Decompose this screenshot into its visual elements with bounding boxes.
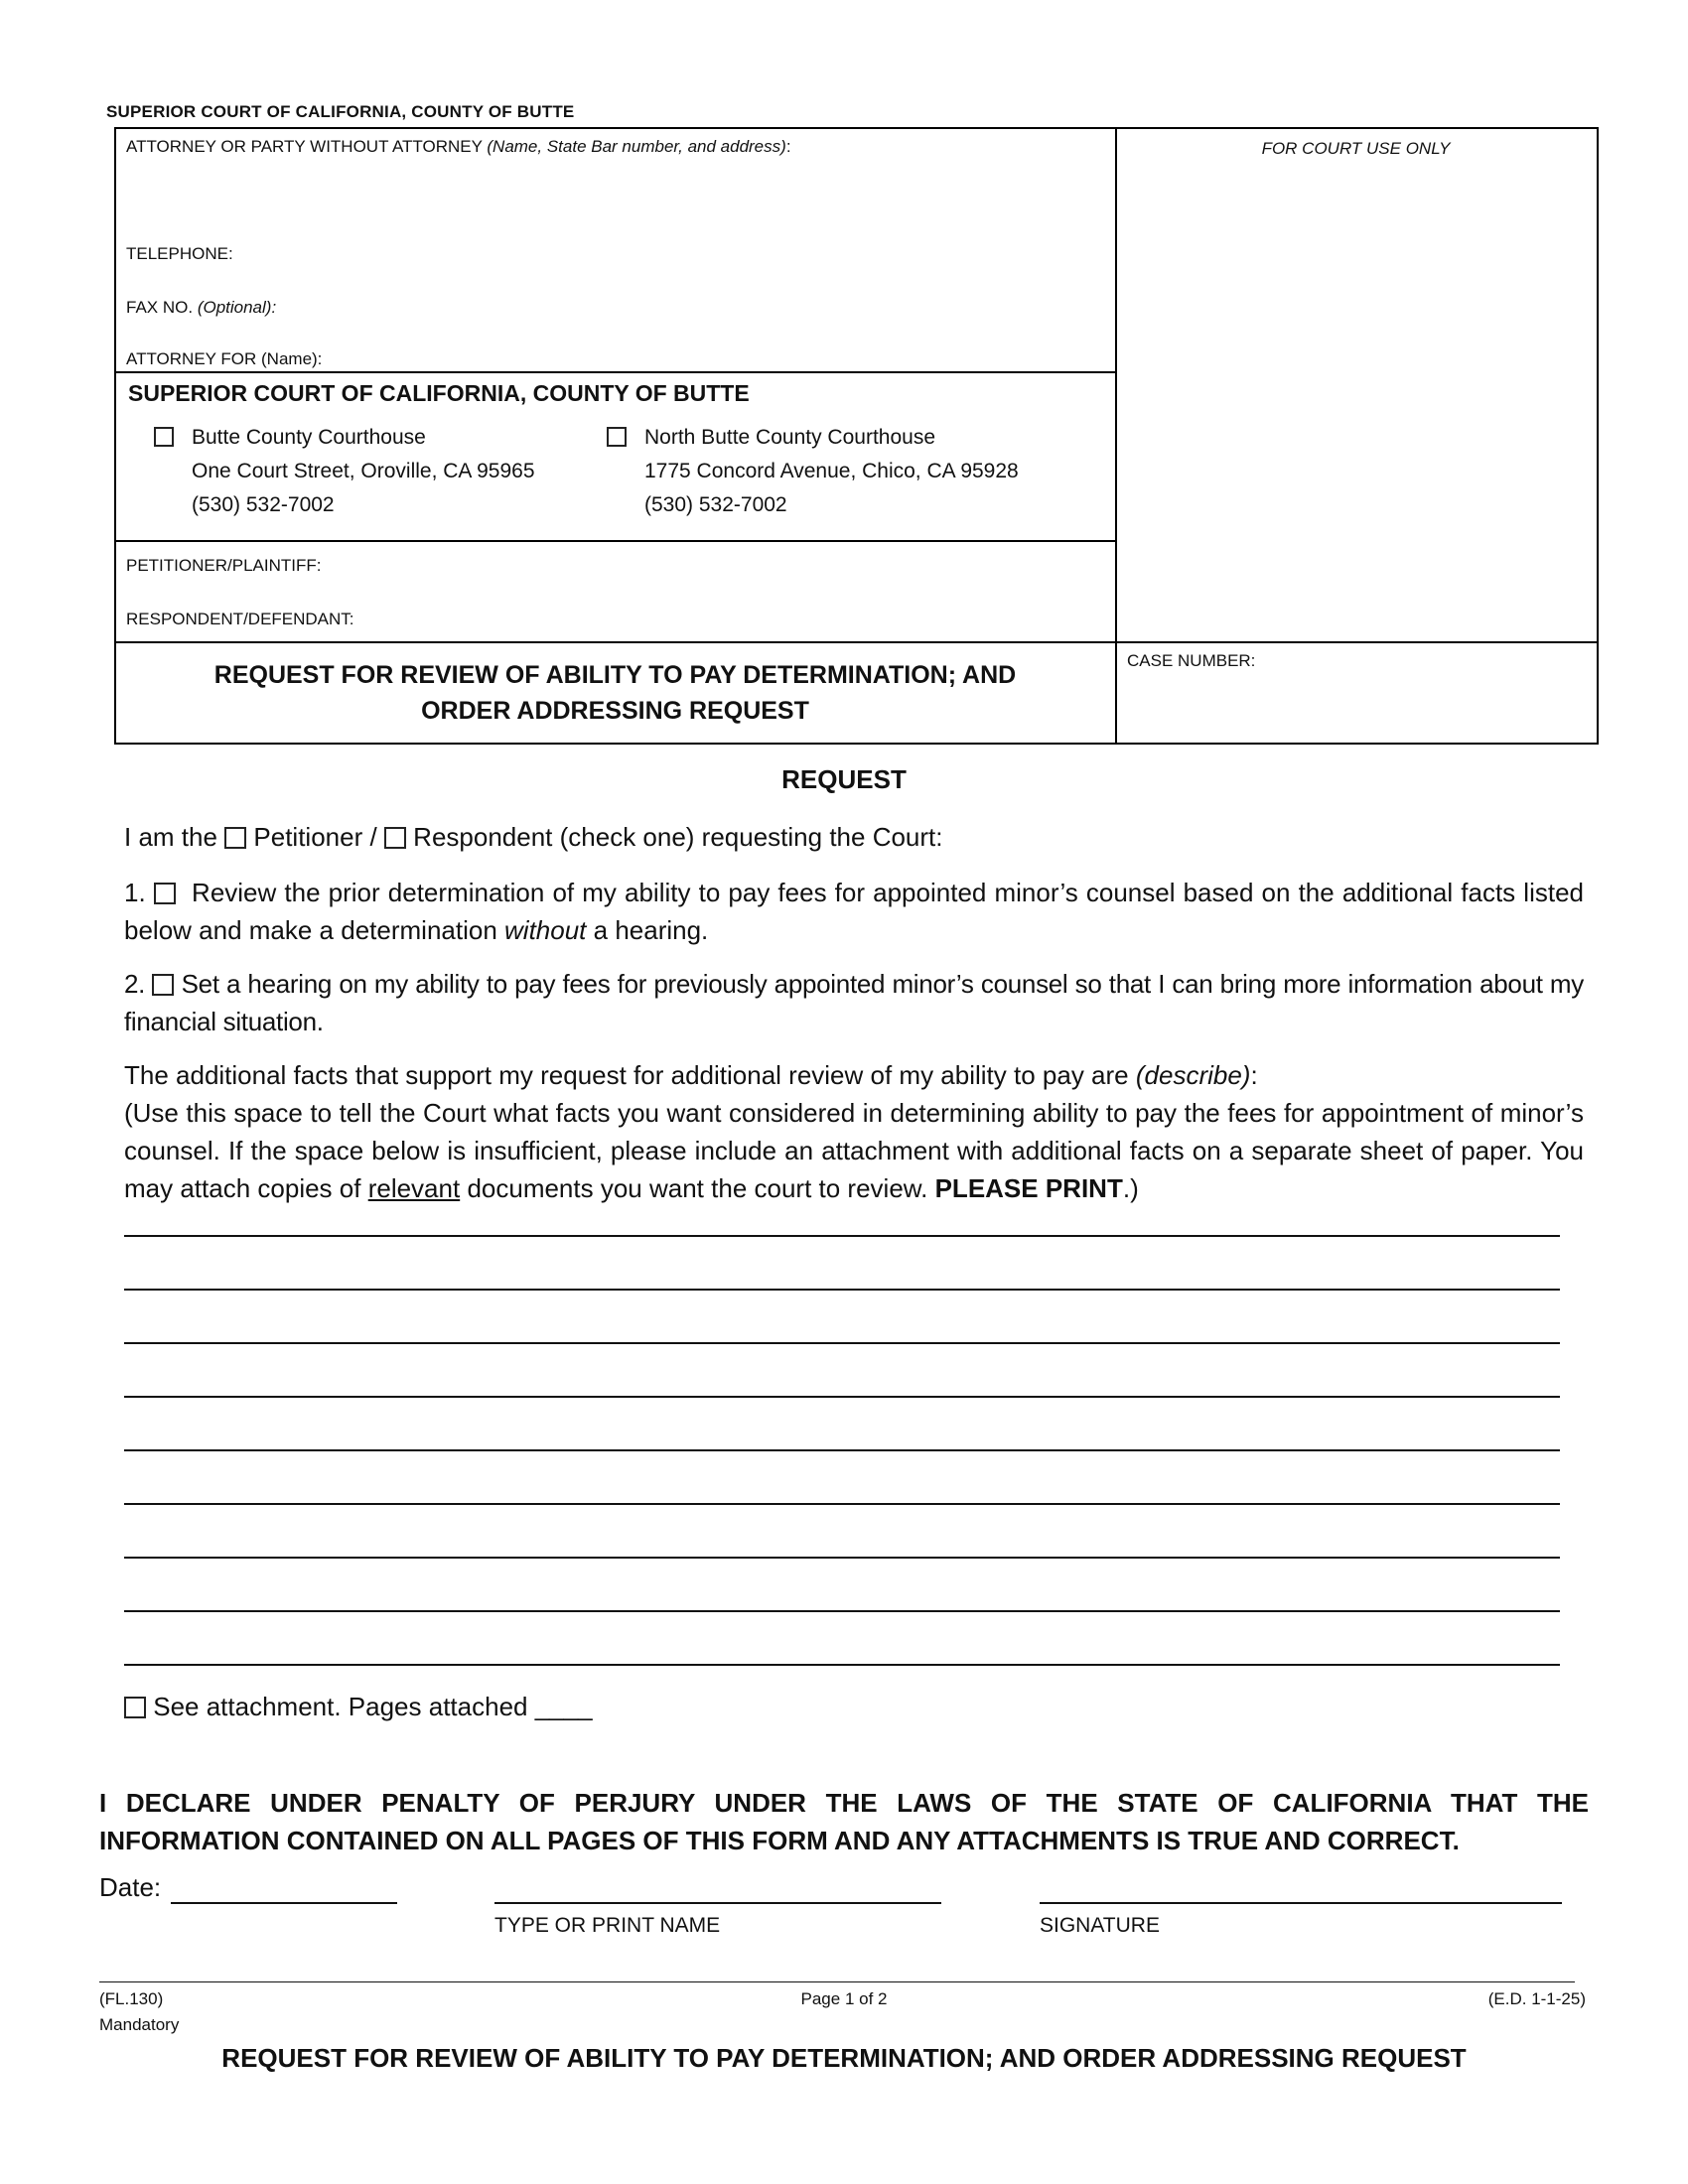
respondent-option-label: Respondent (check one) requesting the Court:: [413, 822, 943, 852]
writing-line[interactable]: [124, 1449, 1560, 1451]
checkbox-oroville[interactable]: [154, 427, 174, 447]
courthouse-phone: (530) 532-7002: [192, 493, 335, 516]
facts-guidance-underline: relevant: [367, 1173, 461, 1203]
petitioner-label: PETITIONER/PLAINTIFF:: [126, 556, 322, 575]
writing-line[interactable]: [124, 1503, 1560, 1505]
case-number-label: CASE NUMBER:: [1127, 651, 1256, 670]
writing-line[interactable]: [124, 1664, 1560, 1666]
edition-date: (E.D. 1-1-25): [1487, 1989, 1586, 2008]
courthouse-name: North Butte County Courthouse: [644, 426, 935, 449]
facts-prompt-italic: (describe): [1135, 1060, 1251, 1090]
facts-prompt-text: The additional facts that support my request for additional review of my ability to pay are: [124, 1060, 1129, 1090]
item-number: 1.: [124, 878, 146, 907]
footer-rule: [99, 1981, 1575, 1982]
page-number: Page 1 of 2: [800, 1989, 888, 2008]
intro-prefix: I am the: [124, 822, 217, 852]
facts-guidance: [124, 1094, 1584, 1207]
courthouse-name: Butte County Courthouse: [192, 426, 426, 449]
court-use-label: [1115, 139, 1597, 159]
court-use-text: FOR COURT USE ONLY: [1261, 139, 1451, 158]
item-1-italic: without: [504, 915, 587, 945]
checkbox-petitioner[interactable]: [224, 827, 246, 849]
form-title-line-2: ORDER ADDRESSING REQUEST: [421, 697, 809, 725]
facts-guidance-end: .): [1122, 1173, 1139, 1203]
form-title: [116, 657, 1114, 729]
name-label: TYPE OR PRINT NAME: [494, 1914, 721, 1937]
caption-rule-2: [116, 540, 1115, 542]
writing-line[interactable]: [124, 1396, 1560, 1398]
courthouse-option-chico[interactable]: [607, 421, 1019, 522]
fax-label-italic: (Optional):: [197, 298, 277, 317]
item-1-text: Review the prior determination of my ability to pay fees for appointed minor’s counsel based on the additional facts listed below and make a determination: [124, 878, 1584, 945]
courthouse-phone: (530) 532-7002: [644, 493, 787, 516]
fax-label-text: FAX NO.: [126, 298, 194, 317]
courthouse-address: One Court Street, Oroville, CA 95965: [192, 460, 535, 482]
date-line[interactable]: [171, 1902, 397, 1904]
item-1-text-end: a hearing.: [593, 915, 709, 945]
writing-line[interactable]: [124, 1557, 1560, 1559]
attorney-label-suffix: :: [785, 137, 791, 156]
form-title-line-1: REQUEST FOR REVIEW OF ABILITY TO PAY DETERMINATION; AND: [213, 661, 1017, 689]
caption-rule-1: [116, 371, 1115, 373]
respondent-label: RESPONDENT/DEFENDANT:: [126, 610, 354, 628]
caption-divider: [1115, 129, 1117, 743]
form-number: (FL.130): [99, 1989, 164, 2008]
writing-line[interactable]: [124, 1342, 1560, 1344]
attorney-label: [126, 137, 791, 157]
facts-instructions: [124, 1056, 1584, 1207]
caption-box: [114, 127, 1599, 745]
checkbox-respondent[interactable]: [384, 827, 406, 849]
item-2-text: Set a hearing on my ability to pay fees for previously appointed minor’s counsel so that I can bring more information about my financial situation.: [124, 969, 1584, 1036]
courthouse-option-oroville[interactable]: [154, 421, 535, 522]
facts-prompt-colon: :: [1250, 1060, 1258, 1090]
request-item-2: [124, 965, 1584, 1040]
writing-line[interactable]: [124, 1610, 1560, 1612]
telephone-label: TELEPHONE:: [126, 244, 233, 263]
fax-label: [126, 298, 276, 318]
attorney-for-label: ATTORNEY FOR (Name):: [126, 349, 323, 368]
request-heading: REQUEST: [781, 764, 907, 794]
footer-title: REQUEST FOR REVIEW OF ABILITY TO PAY DETERMINATION; AND ORDER ADDRESSING REQUEST: [221, 2043, 1467, 2073]
checkbox-chico[interactable]: [607, 427, 627, 447]
caption-rule-3: [116, 641, 1597, 643]
see-attachment-text: See attachment. Pages attached ____: [153, 1692, 593, 1721]
facts-prompt: [124, 1056, 1584, 1094]
request-item-1: [124, 874, 1584, 949]
signature-label: SIGNATURE: [1040, 1914, 1160, 1937]
court-name: SUPERIOR COURT OF CALIFORNIA, COUNTY OF BUTTE: [128, 380, 750, 406]
checkbox-item-1[interactable]: [154, 883, 176, 904]
item-number: 2.: [124, 969, 146, 999]
please-print: PLEASE PRINT: [934, 1173, 1123, 1203]
request-intro: [124, 818, 1584, 856]
writing-line[interactable]: [124, 1289, 1560, 1291]
court-caption-header: [106, 102, 574, 122]
declaration-text: I DECLARE UNDER PENALTY OF PERJURY UNDER THE LAWS OF THE STATE OF CALIFORNIA THAT THE INFORMATION CONTAINED ON ALL PAGES OF THIS FORM AND ANY ATTACHMENTS IS TRUE AND CORRECT.: [99, 1788, 1589, 1855]
attorney-label-text: ATTORNEY OR PARTY WITHOUT ATTORNEY: [126, 137, 483, 156]
name-line[interactable]: [494, 1902, 941, 1904]
checkbox-item-2[interactable]: [152, 974, 174, 996]
facts-guidance-text-2: documents you want the court to review.: [467, 1173, 928, 1203]
signature-line[interactable]: [1040, 1902, 1562, 1904]
writing-line[interactable]: [124, 1235, 1560, 1237]
facts-guidance-text: (Use this space to tell the Court what facts you want considered in determining ability to pay the fees for appointment of minor’s counsel. If the space below is insufficient, please include an attachment with additional facts on a separate sheet of paper. You may attach copies of: [124, 1098, 1584, 1203]
date-label: Date:: [99, 1872, 162, 1902]
see-attachment: [124, 1688, 1584, 1725]
attorney-label-italic: (Name, State Bar number, and address): [487, 137, 786, 156]
court-caption-text: SUPERIOR COURT OF CALIFORNIA, COUNTY OF BUTTE: [106, 102, 575, 121]
mandatory-label: Mandatory: [99, 2015, 180, 2034]
petitioner-option-label: Petitioner /: [253, 822, 377, 852]
courthouse-address: 1775 Concord Avenue, Chico, CA 95928: [644, 460, 1019, 482]
checkbox-see-attachment[interactable]: [124, 1697, 146, 1718]
